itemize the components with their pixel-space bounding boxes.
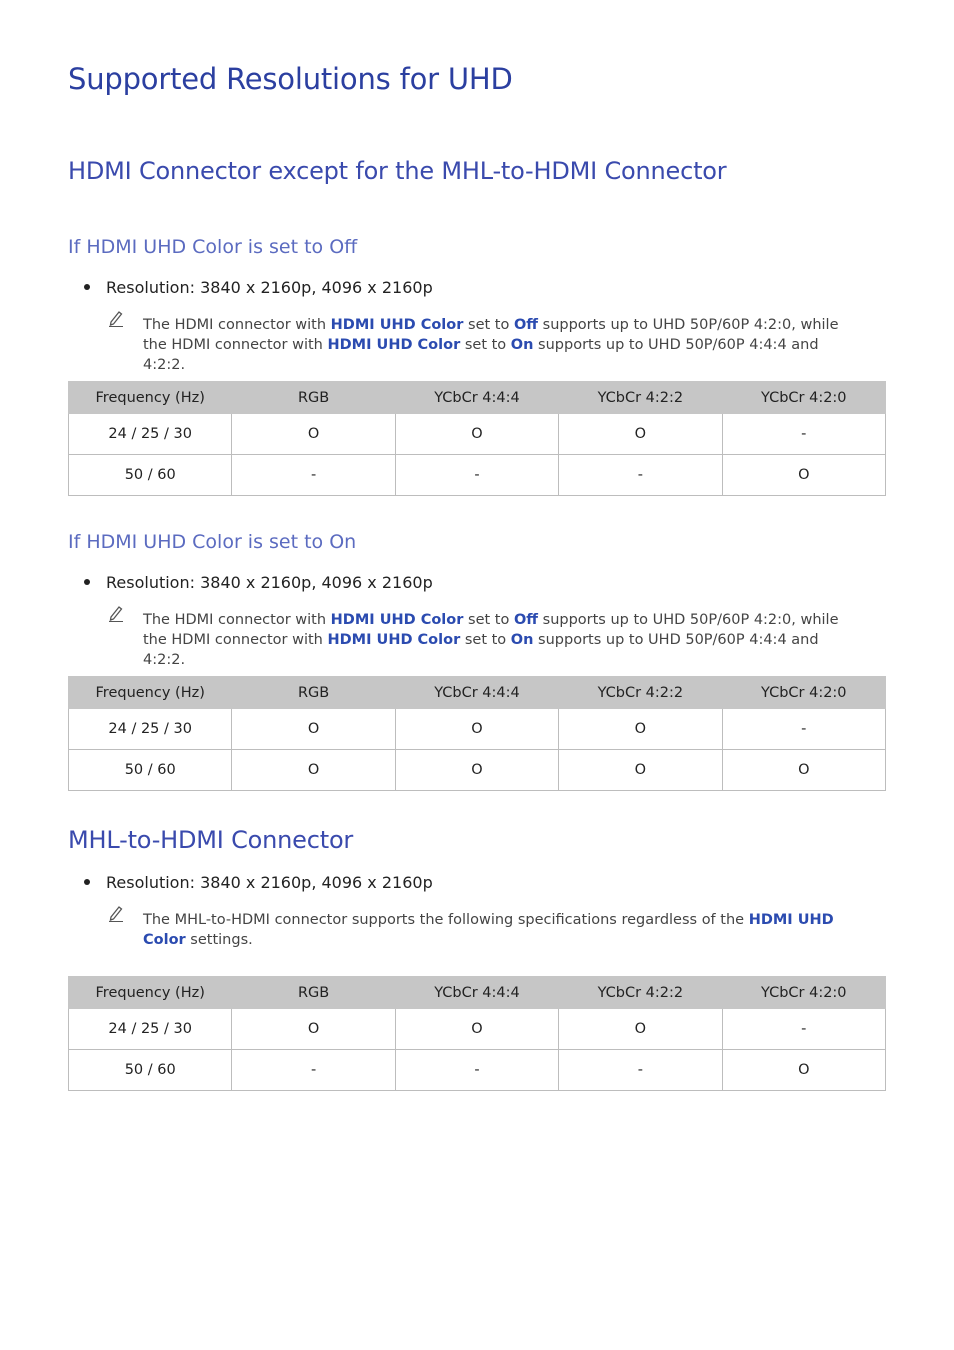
table-cell: -	[232, 1050, 395, 1091]
table-cell: -	[559, 455, 722, 496]
resolution-table-off	[68, 381, 886, 496]
table-header-cell: YCbCr 4:4:4	[395, 977, 558, 1009]
table-cell: 50 / 60	[69, 455, 232, 496]
table-cell: 50 / 60	[69, 750, 232, 791]
subsection-heading-off: If HDMI UHD Color is set to Off	[68, 236, 358, 258]
table-header-cell: YCbCr 4:2:2	[559, 977, 722, 1009]
pencil-note-icon	[108, 309, 124, 327]
table-cell: O	[395, 414, 558, 455]
bullet-dot	[84, 579, 90, 585]
table-row	[69, 455, 886, 496]
table-header-cell: Frequency (Hz)	[69, 977, 232, 1009]
bullet-resolution-on	[84, 573, 433, 592]
table-cell: O	[232, 414, 395, 455]
table-cell: O	[559, 709, 722, 750]
table-header-row	[69, 677, 886, 709]
note-text: The MHL-to-HDMI connector supports the following specifications regardless of the HDMI UHD Color settings.	[143, 912, 834, 948]
table-row	[69, 1050, 886, 1091]
table-cell: O	[232, 750, 395, 791]
bullet-text: Resolution: 3840 x 2160p, 4096 x 2160p	[106, 573, 433, 592]
table-cell: -	[722, 709, 885, 750]
resolution-table-mhl	[68, 976, 886, 1091]
pencil-note-icon	[108, 604, 124, 622]
bullet-resolution-mhl	[84, 873, 433, 892]
table-header-cell: Frequency (Hz)	[69, 382, 232, 414]
note-mhl	[108, 910, 858, 950]
note-text: The HDMI connector with HDMI UHD Color set to Off supports up to UHD 50P/60P 4:2:0, while the HDMI connector with HDMI UHD Color set to On supports up to UHD 50P/60P 4:4:4 and 4:2:2.	[143, 612, 839, 668]
table-row	[69, 414, 886, 455]
note-off	[108, 315, 858, 375]
table-cell: 24 / 25 / 30	[69, 1009, 232, 1050]
resolution-table-on	[68, 676, 886, 791]
table-cell: O	[722, 1050, 885, 1091]
table-row	[69, 750, 886, 791]
table-header-cell: RGB	[232, 977, 395, 1009]
table-cell: 24 / 25 / 30	[69, 709, 232, 750]
table-cell: O	[559, 414, 722, 455]
table-row	[69, 709, 886, 750]
bullet-dot	[84, 879, 90, 885]
table-cell: 50 / 60	[69, 1050, 232, 1091]
table-cell: O	[395, 750, 558, 791]
table-header-row	[69, 977, 886, 1009]
table-header-cell: YCbCr 4:2:0	[722, 977, 885, 1009]
table-header-cell: RGB	[232, 382, 395, 414]
table-header-cell: YCbCr 4:2:2	[559, 382, 722, 414]
table-header-cell: YCbCr 4:4:4	[395, 382, 558, 414]
table-cell: -	[722, 414, 885, 455]
pencil-note-icon	[108, 904, 124, 922]
table-header-cell: RGB	[232, 677, 395, 709]
note-on	[108, 610, 858, 670]
table-header-row	[69, 382, 886, 414]
subsection-heading-on: If HDMI UHD Color is set to On	[68, 531, 357, 553]
table-header-cell: YCbCr 4:2:0	[722, 677, 885, 709]
table-cell: O	[232, 709, 395, 750]
table-cell: O	[722, 750, 885, 791]
table-header-cell: YCbCr 4:2:2	[559, 677, 722, 709]
table-header-cell: YCbCr 4:4:4	[395, 677, 558, 709]
bullet-dot	[84, 284, 90, 290]
page-title: Supported Resolutions for UHD	[68, 62, 513, 96]
table-cell: O	[395, 1009, 558, 1050]
table-row	[69, 1009, 886, 1050]
table-cell: O	[395, 709, 558, 750]
table-header-cell: Frequency (Hz)	[69, 677, 232, 709]
note-text: The HDMI connector with HDMI UHD Color set to Off supports up to UHD 50P/60P 4:2:0, while the HDMI connector with HDMI UHD Color set to On supports up to UHD 50P/60P 4:4:4 and 4:2:2.	[143, 317, 839, 373]
section-heading-mhl: MHL-to-HDMI Connector	[68, 826, 354, 854]
bullet-resolution-off	[84, 278, 433, 297]
table-cell: -	[395, 455, 558, 496]
bullet-text: Resolution: 3840 x 2160p, 4096 x 2160p	[106, 278, 433, 297]
table-cell: -	[395, 1050, 558, 1091]
table-cell: 24 / 25 / 30	[69, 414, 232, 455]
table-header-cell: YCbCr 4:2:0	[722, 382, 885, 414]
table-cell: -	[232, 455, 395, 496]
table-cell: -	[559, 1050, 722, 1091]
table-cell: O	[232, 1009, 395, 1050]
table-cell: O	[722, 455, 885, 496]
table-cell: O	[559, 750, 722, 791]
table-cell: O	[559, 1009, 722, 1050]
table-cell: -	[722, 1009, 885, 1050]
section-heading-hdmi: HDMI Connector except for the MHL-to-HDMI Connector	[68, 157, 727, 185]
bullet-text: Resolution: 3840 x 2160p, 4096 x 2160p	[106, 873, 433, 892]
